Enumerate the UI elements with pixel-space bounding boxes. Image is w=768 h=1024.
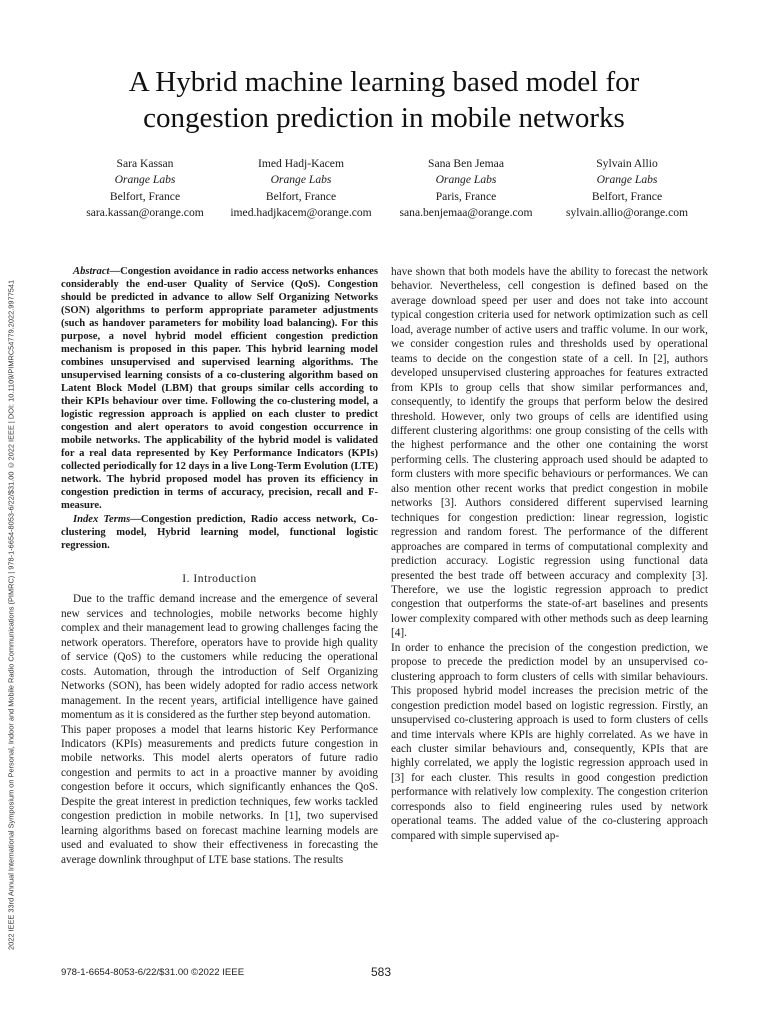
author-email: imed.hadjkacem@orange.com	[230, 206, 372, 220]
index-terms-text: —Congestion prediction, Radio access network, Co-clustering model, Hybrid learning model, functional logistic regression.	[61, 514, 378, 551]
paper-title	[60, 64, 708, 136]
title-line-1: A Hybrid machine learning based model for	[128, 66, 640, 98]
author-location: Paris, France	[435, 189, 497, 203]
author-affiliation: Orange Labs	[270, 173, 332, 187]
footer-copyright: 978-1-6654-8053-6/22/$31.00 ©2022 IEEE	[61, 967, 245, 978]
author-name: Sana Ben Jemaa	[428, 157, 504, 170]
author-3	[381, 156, 551, 222]
author-affiliation: Orange Labs	[435, 173, 497, 187]
abstract-text: —Congestion avoidance in radio access networks enhances considerably the end-user Quality of Service (QoS). Congestion should be predicted in advance to allow Self Organizing Networks (SON) algorithms to perform appropriate parameter adjustments (such as handover parameters for mobility load balancing). For this purpose, a novel hybrid model efficient congestion prediction mechanism is proposed in this paper. This hybrid learning model combines unsupervised and supervised learning algorithms. The unsupervised learning consists of a co-clustering algorithm based on Latent Block Model (LBM) that groups similar cells according to their KPIs behaviour over time. Following the co-clustering model, a logistic regression approach is applied on each cluster to predict congestion and alert operators to avoid congestion occurrence in mobile networks. The applicability of the hybrid model is validated for a real data represented by Key Performance Indicators (KPIs) collected periodically for 12 days in a live Long-Term Evolution (LTE) network. The hybrid proposed model has proven its efficiency in congestion prediction in terms of accuracy, precision, recall and F-measure.	[61, 266, 378, 511]
author-2	[216, 156, 386, 222]
author-affiliation: Orange Labs	[596, 173, 658, 187]
right-paragraph-2: In order to enhance the precision of the congestion prediction, we propose to precede the prediction model by an unsupervised co-clustering approach to form clusters of cells with similar behaviours. This proposed hybrid model increases the precision metric of the congestion prediction model based on logistic regression. Firstly, an unsupervised co-clustering approach is used to form clusters of cells and time intervals where KPIs are highly correlated. As we have in each cluster similar behaviours and, consequently, KPIs that are highly correlated, we apply the logistic regression approach used in [3] for each cluster. This results in good congestion prediction performance with relatively low complexity. The congestion criterion corresponds also to field engineering rules used by network operational teams. The added value of the co-clustering approach compared with simple supervised ap-	[391, 641, 708, 842]
index-terms	[61, 513, 378, 552]
author-location: Belfort, France	[265, 189, 337, 203]
abstract	[61, 265, 378, 512]
index-terms-label: Index Terms	[73, 514, 131, 525]
page-number: 583	[371, 965, 392, 979]
author-email: sara.kassan@orange.com	[86, 206, 204, 220]
author-affiliation: Orange Labs	[114, 173, 176, 187]
author-email: sylvain.allio@orange.com	[565, 206, 689, 220]
right-column	[391, 265, 708, 843]
author-name: Sylvain Allio	[596, 157, 658, 170]
author-location: Belfort, France	[109, 189, 181, 203]
author-name: Sara Kassan	[116, 157, 174, 170]
intro-paragraph-1: Due to the traffic demand increase and the emergence of several new services and technologies, mobile networks become highly complex and their management lead to growing challenges facing the network operators. Therefore, operators have to provide high quality of service (QoS) to the customers while reducing the operational costs. Automation, through the introduction of Self Organizing Networks (SON), has been widely adopted for radio access network management. In the recent years, artificial intelligence have gained momentum as it is considered as the further step beyond automation.	[61, 593, 378, 722]
section-heading-introduction: I. Introduction	[182, 572, 257, 585]
left-column	[61, 265, 378, 867]
title-line-2: congestion prediction in mobile networks	[143, 102, 625, 134]
author-name: Imed Hadj-Kacem	[258, 157, 344, 170]
intro-paragraph-2: This paper proposes a model that learns historic Key Performance Indicators (KPIs) measurements and predicts future congestion in mobile networks. This model alerts operators of future radio congestion and permits to act in a proactive manner by avoiding congestion before it occurs, which significantly enhances the QoS. Despite the great interest in prediction techniques, few works tackled congestion prediction in mobile networks. In [1], two supervised learning algorithms based on forecast machine learning models are used and evaluated to show their effectiveness in forecasting the average downlink throughput of LTE base stations. The results	[61, 723, 378, 866]
author-email: sana.benjemaa@orange.com	[399, 206, 533, 220]
author-4	[542, 156, 712, 222]
abstract-label: Abstract	[73, 266, 110, 277]
author-location: Belfort, France	[591, 189, 663, 203]
author-1	[60, 156, 230, 222]
author-block	[60, 156, 720, 220]
ieee-side-notice: 2022 IEEE 33rd Annual International Symposium on Personal, Indoor and Mobile Radio Communications (PIMRC) | 978-1-6654-8053-6/22/$31.00 ©2022 IEEE | DOI: 10.1109/PIMRC54779.2022.9977541	[6, 279, 16, 950]
right-paragraph-1: have shown that both models have the ability to forecast the network behavior. Nevertheless, cell congestion is defined based on the average download speed per user and does not take into account typical congestion criteria used for network optimization such as cell load, average number of active users and traffic volume. In our work, we consider congestion rules and thresholds used by operational teams to decide on the congestion state of a cell. In [2], authors developed unsupervised clustering approaches for features extracted from KPIs to group cells that show similar performances and, consequently, to identify the groups that perform below the desired threshold. However, only two groups of cells are identified using different clustering algorithms: one group consisting of the cells with the highest performance and the other one containing the worst performing cells. The clustering approach used should be adapted to form clusters with more specific behaviours or performances. We can also mention other recent works that predict congestion in mobile networks [3]. Authors considered different supervised learning techniques for congestion prediction: linear regression, logistic regression and random forest. The performance of the different approaches are compared in terms of computational complexity and prediction accuracy. Logistic regression using functional data presented the best trade off between accuracy and complexity [3]. Therefore, we use the logistic regression approach to predict congestion that outperforms the state-of-art baselines and presents lower complexity compared with other methods such as deep learning [4].	[391, 266, 708, 640]
